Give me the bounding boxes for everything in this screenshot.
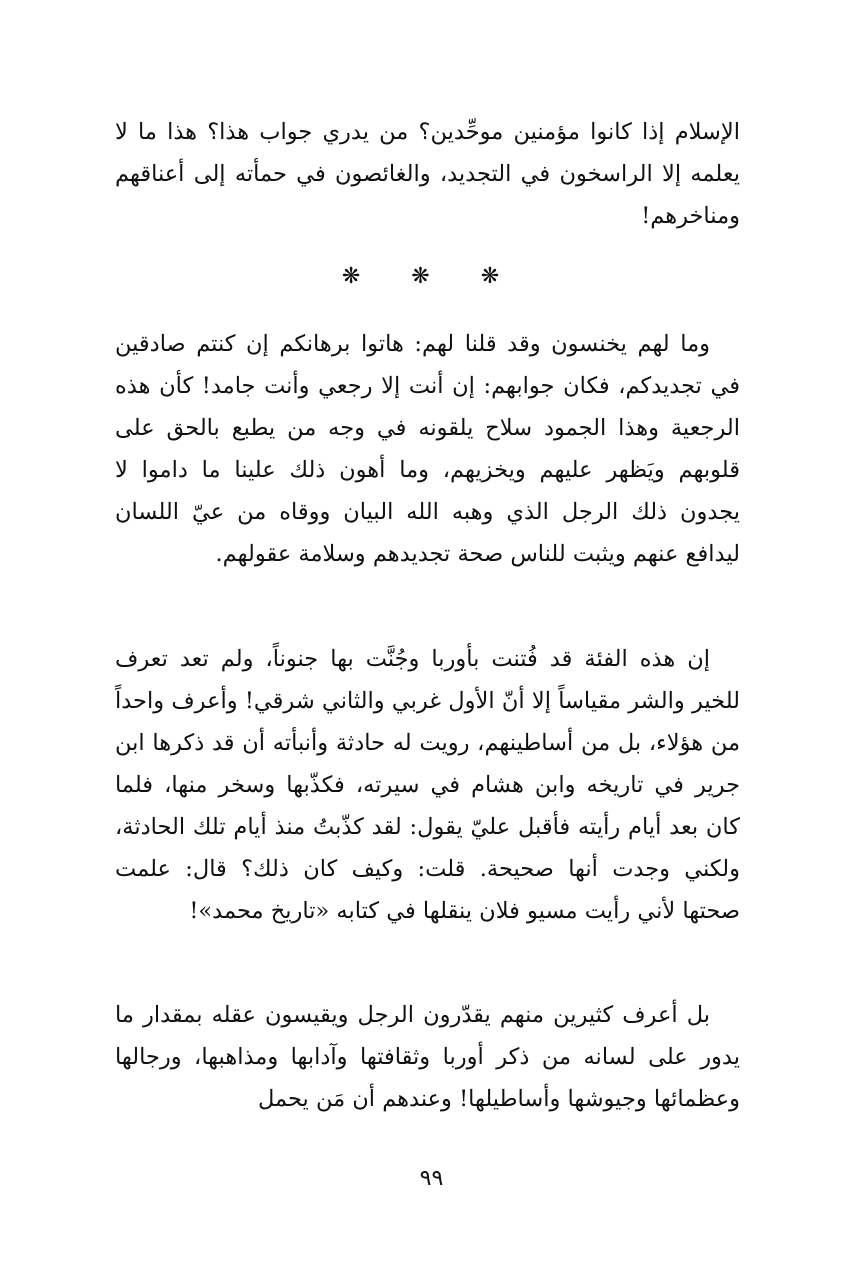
- paragraph-2: وما لهم يخنسون وقد قلنا لهم: هاتوا برهانكم إن كنتم صادقين في تجديدكم، فكان جوابهم: إن أنت إلا رجعي وأنت جامد! كأن هذه الرجعية وهذا الجمود سلاح يلقونه في وجه من يطبع بالحق على قلوبهم ويَظهر عليهم ويخزيهم، وما أهون ذلك علينا ما داموا لا يجدون ذلك الرجل الذي وهبه الله البيان ووقاه من عيّ اللسان ليدافع عنهم ويثبت للناس صحة تجديدهم وسلامة عقولهم.: [115, 331, 740, 567]
- paragraph-continuation: الإسلام إذا كانوا مؤمنين موحِّدين؟ من يدري جواب هذا؟ هذا ما لا يعلمه إلا الراسخون في التجديد، والغائصون في حمأته إلى أعناقهم ومناخرهم!: [115, 119, 740, 229]
- paragraph-3: إن هذه الفئة قد فُتنت بأوربا وجُنَّت بها جنوناً، ولم تعد تعرف للخير والشر مقياساً إلا أنّ الأول غربي والثاني شرقي! وأعرف واحداً من هؤلاء، بل من أساطينهم، رويت له حادثة وأنبأته أن قد ذكرها ابن جرير في تاريخه وابن هشام في سيرته، فكذّبها وسخر منها، فلما كان بعد أيام رأيته فأقبل عليّ يقول: لقد كذّبتُ منذ أيام تلك الحادثة، ولكني وجدت أنها صحيحة. قلت: وكيف كان ذلك؟ قال: علمت صحتها لأني رأيت مسيو فلان ينقلها في كتابه «تاريخ محمد»!: [115, 646, 740, 924]
- section-separator: ❋ ❋ ❋: [341, 264, 522, 289]
- page-number: ٩٩: [419, 1166, 444, 1191]
- paragraph-4: بل أعرف كثيرين منهم يقدّرون الرجل ويقيسون عقله بمقدار ما يدور على لسانه من ذكر أوربا وثقافتها وآدابها ومذاهبها، ورجالها وعظمائها وجيوشها وأساطيلها! وعندهم أن مَن يحمل: [115, 1002, 740, 1112]
